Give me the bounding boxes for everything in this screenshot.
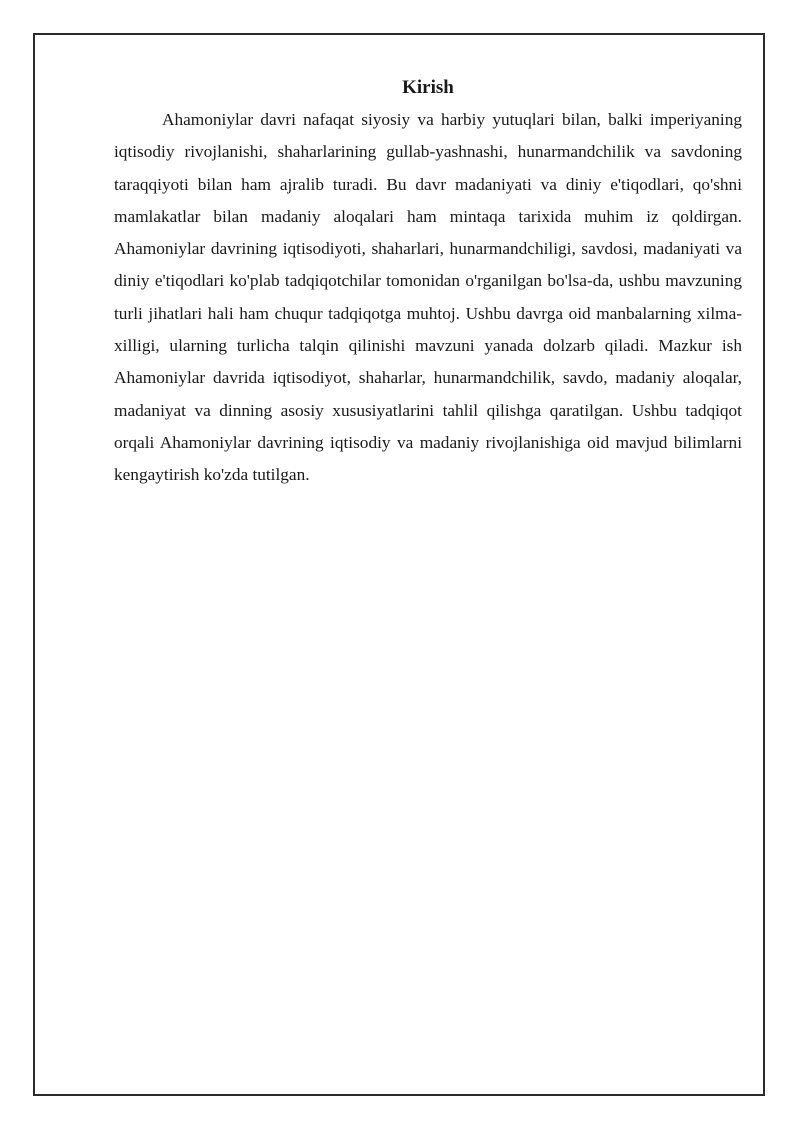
document-body xyxy=(114,74,742,492)
intro-paragraph: Ahamoniylar davri nafaqat siyosiy va harbiy yutuqlari bilan, balki imperiyaning iqtisodiy rivojlanishi, shaharlarining gullab-yashnashi, hunarmandchilik va savdoning taraqqiyoti bilan ham ajralib turadi. Bu davr madaniyati va diniy e'tiqodlari, qo'shni mamlakatlar bilan madaniy aloqalari ham mintaqa tarixida muhim iz qoldirgan. Ahamoniylar davrining iqtisodiyoti, shaharlari, hunarmandchiligi, savdosi, madaniyati va diniy e'tiqodlari ko'plab tadqiqotchilar tomonidan o'rganilgan bo'lsa-da, ushbu mavzuning turli jihatlari hali ham chuqur tadqiqotga muhtoj. Ushbu davrga oid manbalarning xilma-xilligi, ularning turlicha talqin qilinishi mavzuni yanada dolzarb qiladi. Mazkur ish Ahamoniylar davrida iqtisodiyot, shaharlar, hunarmandchilik, savdo, madaniy aloqalar, madaniyat va dinning asosiy xususiyatlarini tahlil qilishga qaratilgan. Ushbu tadqiqot orqali Ahamoniylar davrining iqtisodiy va madaniy rivojlanishiga oid mavjud bilimlarni kengaytirish ko'zda tutilgan. xyxy=(114,110,742,485)
section-heading: Kirish xyxy=(402,77,454,98)
